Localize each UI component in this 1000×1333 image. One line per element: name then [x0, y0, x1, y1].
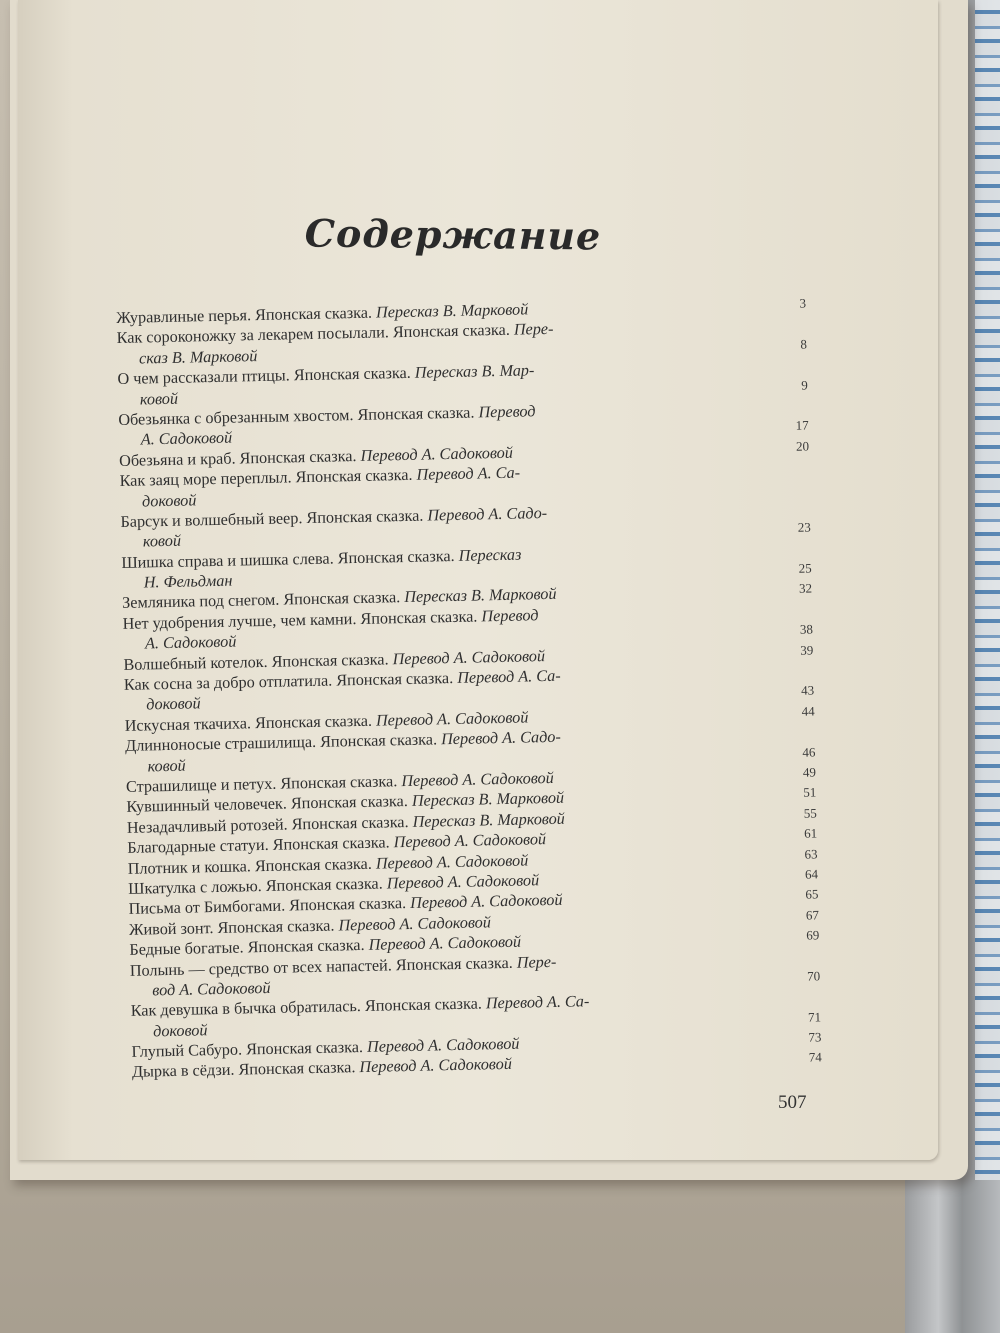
toc-entry-page: 74: [808, 1049, 823, 1066]
toc-entry-credit: Перевод А. Садоковой: [375, 708, 529, 730]
toc-entry-credit: Пересказ В. Марковой: [412, 809, 565, 831]
toc-entry-credit: Пересказ: [458, 545, 522, 565]
toc-entry-title: Незадачливый ротозей. Японская сказка.: [126, 812, 413, 837]
toc-entry-page: 43: [801, 682, 815, 699]
toc-entry-title: Обезьяна и краб. Японская сказка.: [119, 446, 361, 470]
toc-entry-credit: Перевод А. Са-: [485, 992, 590, 1013]
toc-entry-title: Как девушка в бычка обратилась. Японская сказка.: [130, 994, 487, 1021]
toc-entry-title: Живой зонт. Японская сказка.: [128, 916, 339, 939]
toc-entry-page: 32: [798, 580, 813, 597]
toc-entry-page: 44: [801, 703, 815, 719]
toc-entry-credit: Пересказ В. Мар-: [414, 361, 535, 382]
toc-entry-credit: Перевод А. Садоковой: [401, 768, 554, 791]
toc-entry-page: 23: [797, 519, 811, 536]
toc-entry-title: Длинноносые страшилища. Японская сказка.: [124, 730, 442, 756]
toc-entry-credit: доковой: [152, 1020, 208, 1041]
toc-entry-credit: Перевод А. Садоковой: [386, 871, 540, 893]
toc-entry-page: 61: [803, 825, 818, 841]
toc-entry-credit: Пересказ В. Марковой: [411, 789, 565, 811]
toc-entry-page: 46: [802, 744, 816, 760]
toc-entry-credit: Пере-: [513, 320, 554, 340]
toc-entry-page: 69: [806, 927, 820, 943]
toc-entry-credit: сказ В. Марковой: [138, 346, 258, 368]
toc-entry-title: Бедные богатые. Японская сказка.: [129, 935, 369, 959]
toc-entry-credit: Перевод: [481, 606, 539, 626]
toc-entry-page: 39: [800, 642, 814, 658]
toc-entry-title: Нет удобрения лучше, чем камни. Японская сказка.: [122, 607, 482, 633]
toc-entry-page: 20: [795, 438, 810, 454]
toc-entry-page: 55: [803, 805, 817, 821]
toc-entry-credit: Перевод А. Садоковой: [409, 891, 563, 913]
toc-entry-page: 3: [799, 295, 807, 311]
toc-entry-credit: вод А. Садоковой: [152, 978, 271, 1000]
toc-entry-title: Журавлиные перья. Японская сказка.: [116, 303, 377, 327]
toc-entry-title: Глупый Сабуро. Японская сказка.: [131, 1037, 368, 1061]
toc-entry-title: Шишка справа и шишка слева. Японская сказка.: [121, 546, 459, 572]
toc-entry-page: 70: [806, 968, 821, 984]
toc-entry-title: Письма от Бимбогами. Японская сказка.: [128, 894, 411, 919]
toc-entry-title: Плотник и кошка. Японская сказка.: [127, 854, 377, 878]
toc-entry-credit: ковой: [147, 756, 186, 776]
toc-entry-title: Барсук и волшебный веер. Японская сказка.: [120, 506, 428, 531]
toc-entry-title: Благодарные статуи. Японская сказка.: [127, 833, 394, 858]
toc-entry-credit: Пересказ В. Марковой: [375, 300, 529, 322]
toc-entry-credit: Перевод А. Са-: [457, 666, 561, 687]
toc-entry-credit: Перевод А. Садоковой: [338, 913, 492, 935]
toc-entry-page: 49: [802, 764, 817, 780]
toc-entry-title: О чем рассказали птицы. Японская сказка.: [117, 363, 415, 389]
toc-entry-credit: Перевод А. Садо-: [427, 503, 548, 525]
toc-entry-page: 64: [804, 866, 819, 882]
toc-entry-credit: Перевод А. Садоковой: [359, 1055, 513, 1077]
toc-entry-credit: доковой: [141, 490, 197, 511]
toc-entry-credit: А. Садоковой: [140, 428, 233, 449]
toc-entry-credit: Перевод: [478, 402, 536, 422]
table-of-contents: [116, 294, 822, 1083]
toc-entry-credit: Перевод А. Садоковой: [375, 851, 529, 873]
page-number: 507: [778, 1092, 807, 1113]
toc-entry-title: Шкатулка с ложью. Японская сказка.: [127, 874, 387, 898]
toc-entry-credit: Перевод А. Садоковой: [368, 932, 522, 954]
toc-entry-title: Как заяц море переплыл. Японская сказка.: [119, 465, 417, 491]
toc-entry-credit: доковой: [146, 694, 201, 714]
toc-entry-credit: Перевод А. Садоковой: [366, 1034, 520, 1056]
toc-entry-title: Страшилище и петух. Японская сказка.: [125, 772, 402, 796]
toc-entry-page: 9: [801, 377, 808, 393]
toc-entry-title: Искусная ткачиха. Японская сказка.: [124, 711, 377, 735]
toc-entry-credit: Перевод А. Садоковой: [360, 443, 514, 465]
toc-entry-page: 73: [808, 1029, 822, 1045]
toc-entry-page: 8: [800, 336, 808, 352]
toc-entry-title: Полынь — средство от всех напастей. Японская сказка.: [129, 953, 517, 980]
toc-entry-page: 38: [799, 621, 814, 637]
toc-entry-page: 71: [807, 1009, 822, 1025]
toc-entry-credit: Перевод А. Са-: [416, 463, 521, 484]
toc-entry-page: 63: [804, 845, 818, 862]
book-cover-pattern: [975, 0, 1000, 1180]
toc-entry-credit: Пересказ В. Марковой: [404, 585, 557, 607]
toc-entry-credit: Перевод А. Садоковой: [393, 830, 547, 852]
toc-entry-credit: А. Садоковой: [144, 632, 237, 653]
page-title: Содержание: [304, 210, 602, 259]
toc-entry-page: 67: [805, 907, 820, 923]
toc-entry-page: 51: [803, 784, 817, 801]
toc-entry-page: 17: [795, 417, 809, 434]
toc-entry-credit: ковой: [139, 389, 179, 409]
toc-entry-credit: ковой: [142, 531, 182, 551]
book-page: [18, 0, 938, 1160]
toc-entry-credit: Перевод А. Садоковой: [392, 646, 546, 668]
toc-entry-title: Обезьянка с обрезанным хвостом. Японская сказка.: [118, 403, 479, 429]
toc-entry-title: Земляника под снегом. Японская сказка.: [121, 588, 405, 613]
toc-entry-title: Дырка в сёдзи. Японская сказка.: [131, 1058, 360, 1082]
toc-entry-credit: Пере-: [516, 952, 557, 972]
toc-entry-title: Кувшинный человечек. Японская сказка.: [126, 792, 413, 817]
toc-entry-title: Как сосна за добро отплатила. Японская сказка.: [123, 668, 458, 694]
toc-entry-title: Как сороконожку за лекарем посылали. Японская сказка.: [116, 321, 515, 348]
toc-entry-title: Волшебный котелок. Японская сказка.: [123, 649, 393, 674]
toc-entry-credit: Перевод А. Садо-: [440, 727, 562, 749]
toc-entry-credit: Н. Фельдман: [143, 571, 233, 592]
toc-entry-page: 25: [798, 560, 812, 576]
toc-entry-page: 65: [805, 886, 819, 903]
